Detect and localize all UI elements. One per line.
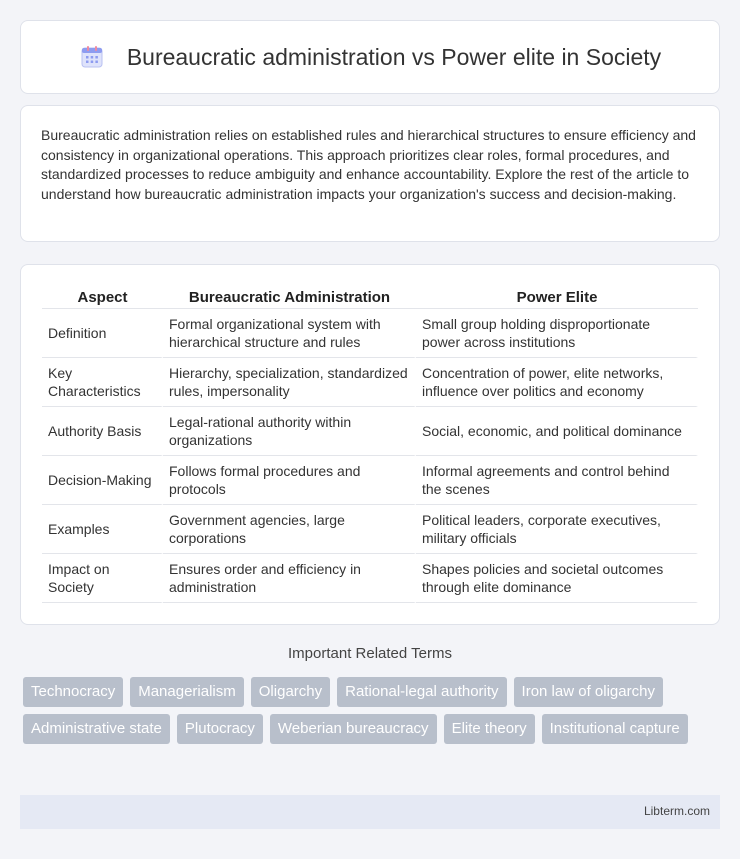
footer-site-link[interactable]: Libterm.com (643, 804, 710, 818)
table-cell: Concentration of power, elite networks, influence over politics and economy (416, 358, 698, 407)
table-cell: Follows formal procedures and protocols (163, 456, 416, 505)
table-cell: Informal agreements and control behind the scenes (416, 456, 698, 505)
intro-text: Bureaucratic administration relies on established rules and hierarchical structures to ensure efficiency and consistency in organizational operations. This approach prioritizes clear roles, formal procedures, and standardized processes to reduce ambiguity and enhance accountability. Explore the rest of the article to understand how bureaucratic administration impacts your organization's success and decision-making. (41, 127, 696, 202)
table-cell: Small group holding disproportionate power across institutions (416, 309, 698, 358)
header-bureaucratic: Bureaucratic Administration (163, 285, 416, 309)
related-terms-title: Important Related Terms (288, 645, 452, 662)
related-term-tag[interactable]: Weberian bureaucracy (270, 714, 437, 744)
table-cell: Hierarchy, specialization, standardized rules, impersonality (163, 358, 416, 407)
comparison-table (42, 285, 698, 603)
table-row (42, 456, 698, 505)
table-cell: Legal-rational authority within organizations (163, 407, 416, 456)
header-power-elite: Power Elite (416, 285, 698, 309)
related-term-tag[interactable]: Institutional capture (542, 714, 688, 744)
table-cell: Definition (42, 309, 163, 358)
table-cell: Key Characteristics (42, 358, 163, 407)
header-card (20, 20, 720, 94)
table-row (42, 309, 698, 358)
header-aspect: Aspect (42, 285, 163, 309)
comparison-table-card (20, 264, 720, 625)
related-term-tag[interactable]: Plutocracy (177, 714, 263, 744)
table-row (42, 358, 698, 407)
table-cell: Decision-Making (42, 456, 163, 505)
table-row (42, 505, 698, 554)
calendar-grid-icon (79, 44, 105, 70)
intro-card (20, 105, 720, 242)
table-cell: Impact on Society (42, 554, 163, 603)
footer (20, 795, 720, 829)
page-title: Bureaucratic administration vs Power elite in Society (126, 43, 662, 70)
table-cell: Formal organizational system with hierarchical structure and rules (163, 309, 416, 358)
table-row (42, 407, 698, 456)
related-term-tag[interactable]: Technocracy (23, 677, 123, 707)
related-term-tag[interactable]: Elite theory (444, 714, 535, 744)
table-cell: Examples (42, 505, 163, 554)
related-term-tag[interactable]: Oligarchy (251, 677, 330, 707)
table-row (42, 554, 698, 603)
table-cell: Social, economic, and political dominance (416, 407, 698, 456)
related-term-tag[interactable]: Managerialism (130, 677, 244, 707)
table-cell: Shapes policies and societal outcomes through elite dominance (416, 554, 698, 603)
table-cell: Ensures order and efficiency in administration (163, 554, 416, 603)
related-term-tag[interactable]: Administrative state (23, 714, 170, 744)
table-cell: Government agencies, large corporations (163, 505, 416, 554)
related-term-tag[interactable]: Iron law of oligarchy (514, 677, 663, 707)
table-cell: Political leaders, corporate executives, military officials (416, 505, 698, 554)
table-header-row (42, 285, 698, 309)
related-term-tag[interactable]: Rational-legal authority (337, 677, 506, 707)
related-terms-list (23, 677, 723, 744)
table-cell: Authority Basis (42, 407, 163, 456)
